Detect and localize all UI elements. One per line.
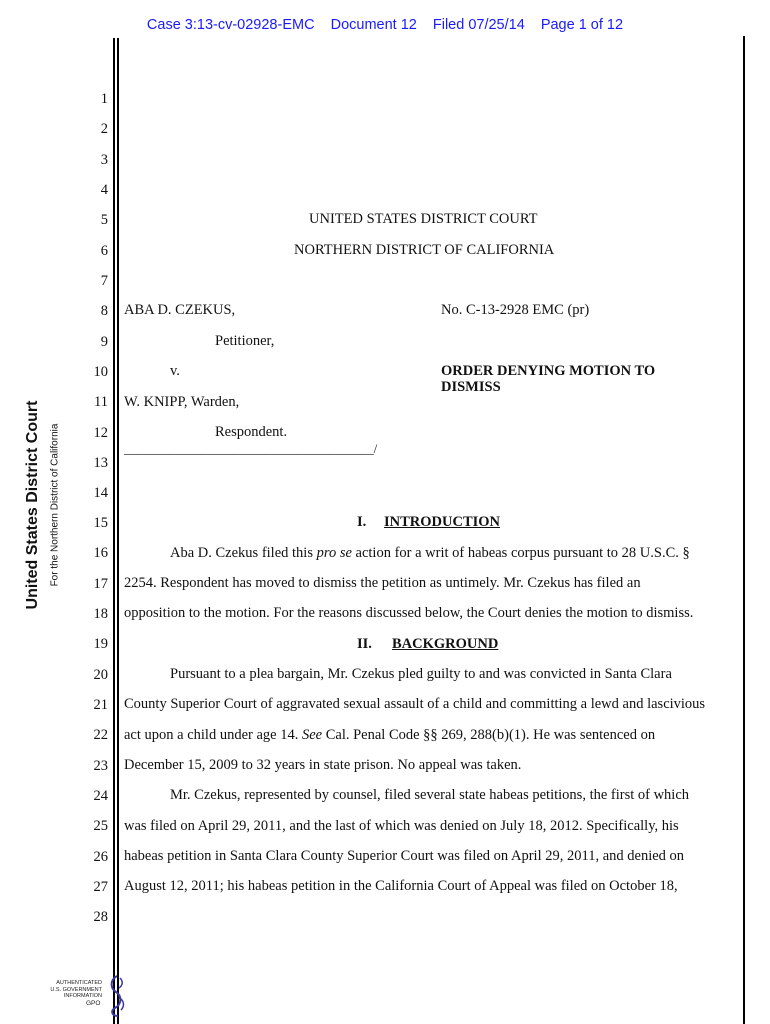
line-number: 18 <box>93 606 108 622</box>
section-number: I. <box>357 514 367 530</box>
line-number: 17 <box>93 576 108 592</box>
line-number: 10 <box>93 364 108 380</box>
line-number: 21 <box>93 697 108 713</box>
section-number: II. <box>357 636 372 652</box>
filed-date: Filed 07/25/14 <box>432 17 525 33</box>
body-line: habeas petition in Santa Clara County Superior Court was filed on April 29, 2011, and denied on <box>124 848 685 864</box>
line-number: 28 <box>93 909 108 925</box>
petitioner-role: Petitioner, <box>215 333 275 349</box>
line-number: 11 <box>94 394 108 410</box>
body-line <box>124 727 655 744</box>
document-number: Document 12 <box>330 17 417 33</box>
line-number: 22 <box>93 727 108 743</box>
court-name: UNITED STATES DISTRICT COURT <box>309 211 538 227</box>
body-line: County Superior Court of aggravated sexual assault of a child and committing a lewd and lascivious <box>124 696 706 712</box>
body-line: 2254. Respondent has moved to dismiss the petition as untimely. Mr. Czekus has filed an <box>124 575 641 591</box>
line-number: 14 <box>93 485 108 501</box>
right-margin-rule <box>743 36 745 1024</box>
body-line <box>170 545 690 562</box>
petitioner-name: ABA D. CZEKUS, <box>124 302 236 318</box>
line-number: 27 <box>93 879 108 895</box>
line-number: 16 <box>93 545 108 561</box>
order-title-line2: DISMISS <box>441 379 501 395</box>
line-number: 9 <box>100 334 108 350</box>
respondent-name: W. KNIPP, Warden, <box>124 394 240 410</box>
gpo-label: GPO <box>86 1000 101 1007</box>
versus: v. <box>170 363 180 379</box>
seal-text-line: AUTHENTICATED <box>56 980 102 986</box>
line-number: 19 <box>93 636 108 652</box>
gpo-authentication-seal <box>40 974 130 1020</box>
line-number: 3 <box>100 152 108 168</box>
seal-text <box>40 980 102 1000</box>
page-indicator: Page 1 of 12 <box>540 17 624 33</box>
line-number: 5 <box>100 212 108 228</box>
line-number: 24 <box>93 788 108 804</box>
line-number: 6 <box>100 243 108 259</box>
line-number: 2 <box>100 121 108 137</box>
line-number: 23 <box>93 758 108 774</box>
left-margin-rule-outer <box>113 38 115 1024</box>
line-number: 12 <box>93 425 108 441</box>
italic-text-run: pro se <box>316 545 352 561</box>
line-number: 13 <box>93 455 108 471</box>
body-line: Mr. Czekus, represented by counsel, filed several state habeas petitions, the first of which <box>170 787 690 803</box>
line-number: 20 <box>93 667 108 683</box>
text-run: act upon a child under age 14. <box>124 727 302 743</box>
left-margin-rule-inner <box>117 38 119 1024</box>
section-title: INTRODUCTION <box>384 514 501 530</box>
line-number: 1 <box>100 91 108 107</box>
line-number: 4 <box>100 182 108 198</box>
document-header <box>0 17 770 33</box>
gpo-eagle-icon <box>106 974 128 1018</box>
seal-text-line: INFORMATION <box>63 993 102 999</box>
body-line: August 12, 2011; his habeas petition in the California Court of Appeal was filed on October 18, <box>124 878 678 894</box>
seal-text-line: U.S. GOVERNMENT <box>50 986 102 993</box>
line-number: 7 <box>100 273 108 289</box>
sidebar-district-name: For the Northern District of California <box>49 423 61 587</box>
sidebar-court-name: United States District Court <box>24 400 41 610</box>
line-number: 15 <box>93 515 108 531</box>
caption-underline: _______________________________________/ <box>124 441 378 456</box>
italic-text-run: See <box>301 727 323 743</box>
case-docket-number: No. C-13-2928 EMC (pr) <box>441 302 590 318</box>
text-run: Cal. Penal Code §§ 269, 288(b)(1). He was sentenced on <box>322 727 656 743</box>
text-run: Aba D. Czekus filed this <box>170 545 317 561</box>
body-line: was filed on April 29, 2011, and the last of which was denied on July 18, 2012. Specifically, his <box>124 818 679 834</box>
line-number: 8 <box>100 303 108 319</box>
case-number: Case 3:13-cv-02928-EMC <box>146 17 315 33</box>
line-number: 26 <box>93 849 108 865</box>
line-number: 25 <box>93 818 108 834</box>
order-title-line1: ORDER DENYING MOTION TO <box>441 363 656 379</box>
body-line: Pursuant to a plea bargain, Mr. Czekus pled guilty to and was convicted in Santa Clara <box>170 666 672 682</box>
body-line: opposition to the motion. For the reasons discussed below, the Court denies the motion to dismiss. <box>124 605 694 621</box>
body-line: December 15, 2009 to 32 years in state prison. No appeal was taken. <box>124 757 522 773</box>
text-run: action for a writ of habeas corpus pursuant to 28 U.S.C. § <box>351 545 690 561</box>
court-district: NORTHERN DISTRICT OF CALIFORNIA <box>294 242 555 258</box>
section-title: BACKGROUND <box>392 636 499 652</box>
respondent-role: Respondent. <box>215 424 288 440</box>
